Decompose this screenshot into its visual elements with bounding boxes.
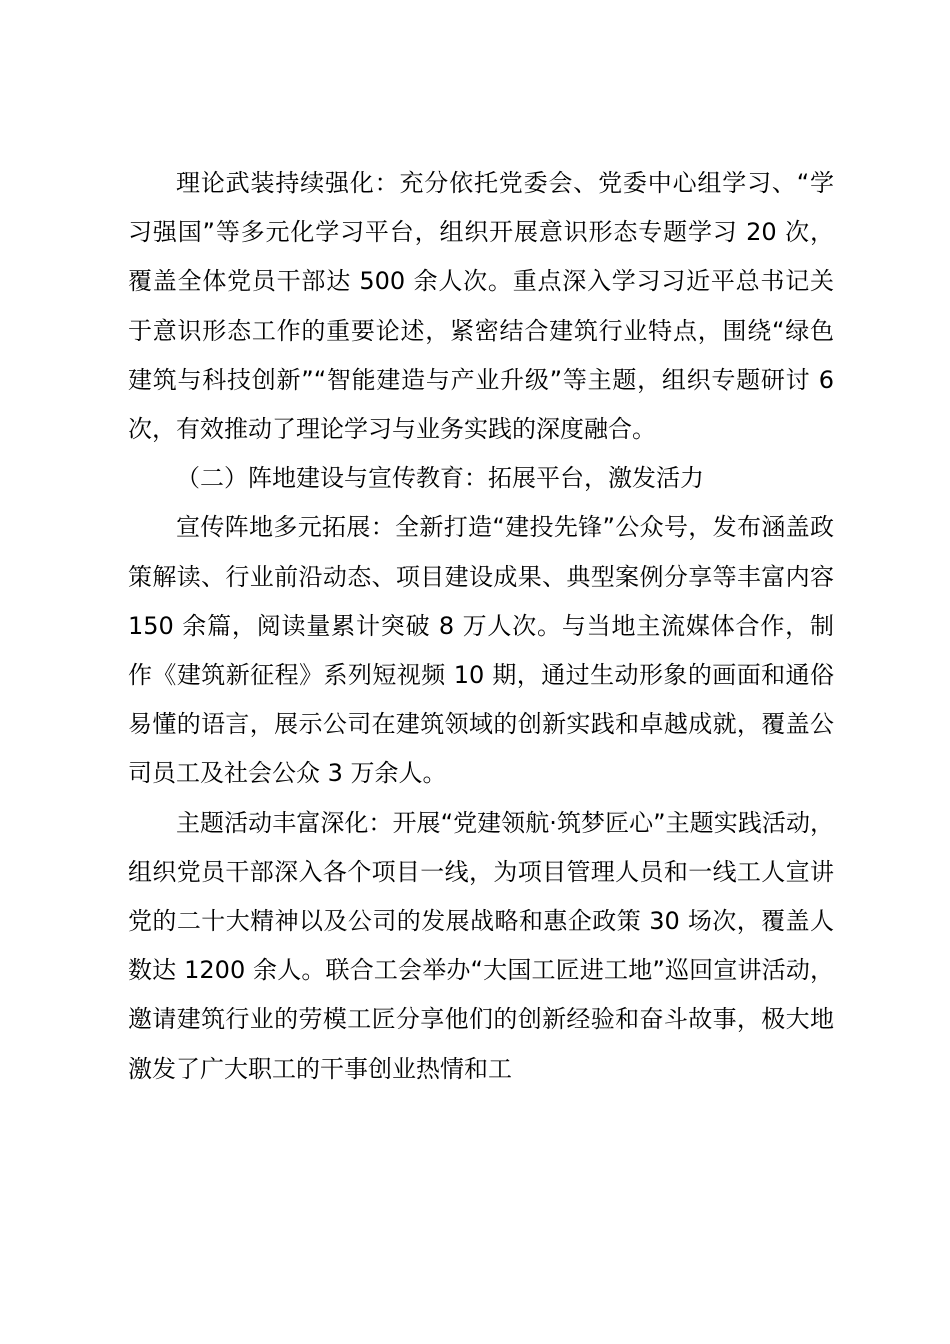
document-body xyxy=(128,159,834,1094)
paragraph-publicity-platforms: 宣传阵地多元拓展：全新打造“建投先锋”公众号，发布涵盖政策解读、行业前沿动态、项目建设成果、典型案例分享等丰富内容 150 余篇，阅读量累计突破 8 万人次。与当地主流媒体合作，制作《建筑新征程》系列短视频 10 期，通过生动形象的画面和通俗易懂的语言，展示公司在建筑领域的创新实践和卓越成就，覆盖公司员工及社会公众 3 万余人。 xyxy=(128,513,834,788)
paragraph-theory-study: 理论武装持续强化：充分依托党委会、党委中心组学习、“学习强国”等多元化学习平台，组织开展意识形态专题学习 20 次，覆盖全体党员干部达 500 余人次。重点深入学习习近平总书记关于意识形态工作的重要论述，紧密结合建筑行业特点，围绕“绿色建筑与科技创新”“智能建造与产业升级”等主题，组织专题研讨 6 次，有效推动了理论学习与业务实践的深度融合。 xyxy=(128,169,834,444)
paragraph-theme-activities: 主题活动丰富深化：开展“党建领航·筑梦匠心”主题实践活动，组织党员干部深入各个项目一线，为项目管理人员和一线工人宣讲党的二十大精神以及公司的发展战略和惠企政策 30 场次，覆盖人数达 1200 余人。联合工会举办“大国工匠进工地”巡回宣讲活动，邀请建筑行业的劳模工匠分享他们的创新经验和奋斗故事，极大地激发了广大职工的干事创业热情和工 xyxy=(128,808,834,1083)
section-heading-position-building: （二）阵地建设与宣传教育：拓展平台，激发活力 xyxy=(176,464,704,493)
